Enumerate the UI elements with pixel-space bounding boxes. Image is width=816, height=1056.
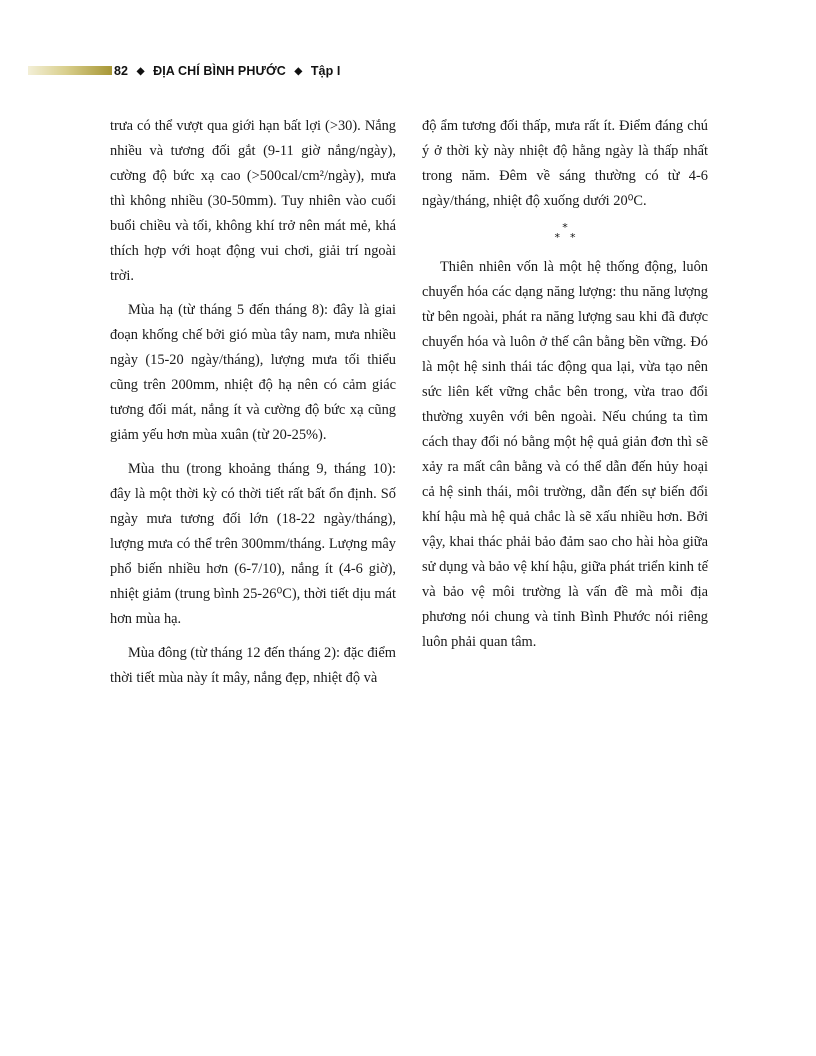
paragraph: Mùa thu (trong khoảng tháng 9, tháng 10): đây là một thời kỳ có thời tiết rất bất ổn định. Số ngày mưa tương đối lớn (18-22 ngày/tháng), lượng mưa có thể trên 300mm/tháng. Lượng mây phổ biến nhiều hơn (6-7/10), nắng ít (4-6 giờ), nhiệt giảm (trung bình 25-26⁰C), thời tiết dịu mát hơn mùa hạ. <box>110 461 396 627</box>
star-icon: * <box>570 231 576 244</box>
paragraph: Mùa hạ (từ tháng 5 đến tháng 8): đây là giai đoạn khống chế bởi gió mùa tây nam, mưa nhiều ngày (15-20 ngày/tháng), lượng mưa tối thiểu cũng trên 200mm, nhiệt độ hạ nên có cảm giác tương đối mát, nắng ít và cường độ bức xạ cũng giảm yếu hơn mùa xuân (từ 20-25%). <box>110 302 396 443</box>
section-separator <box>422 223 708 243</box>
header-text <box>114 62 340 82</box>
running-header <box>0 62 816 80</box>
paragraph: độ ẩm tương đối thấp, mưa rất ít. Điểm đáng chú ý ở thời kỳ này nhiệt độ hằng ngày là thấp nhất trong năm. Đêm về sáng thường có từ 4-6 ngày/tháng, nhiệt độ xuống dưới 20⁰C. <box>422 118 708 209</box>
paragraph: trưa có thể vượt qua giới hạn bất lợi (>30). Nắng nhiều và tương đối gắt (9-11 giờ nắng/ngày), cường độ bức xạ cao (>500cal/cm²/ngày), mưa thì không nhiều (30-50mm). Tuy nhiên vào cuối buổi chiều và tối, không khí trở nên mát mẻ, khá thích hợp với hoạt động vui chơi, giải trí ngoài trời. <box>110 118 396 284</box>
diamond-separator-icon: ◆ <box>294 66 303 77</box>
diamond-separator-icon: ◆ <box>136 66 145 77</box>
book-title: ĐỊA CHÍ BÌNH PHƯỚC <box>153 64 286 78</box>
page-number: 82 <box>114 64 129 78</box>
header-accent-bar <box>28 66 112 75</box>
right-column <box>422 114 708 664</box>
left-column <box>110 114 396 700</box>
volume-label: Tập I <box>310 64 341 78</box>
paragraph: Mùa đông (từ tháng 12 đến tháng 2): đặc điểm thời tiết mùa này ít mây, nắng đẹp, nhiệt độ và <box>110 645 396 686</box>
star-icon: * <box>554 231 560 244</box>
paragraph: Thiên nhiên vốn là một hệ thống động, luôn chuyển hóa các dạng năng lượng: thu năng lượng từ bên ngoài, phát ra năng lượng sau khi đã được chuyển hóa và luôn ở thế cân bằng bền vững. Đó là một hệ sinh thái tác động qua lại, vừa tạo nên sức liên kết vững chắc bên trong, vừa trao đổi thường xuyên với bên ngoài. Nếu chúng ta tìm cách thay đổi nó bằng một hệ quả giản đơn thì sẽ xảy ra mất cân bằng và có thể dẫn đến hủy hoại cả hệ sinh thái, môi trường, dẫn đến sự biến đổi khí hậu mà hệ quả chắc là sẽ xấu nhiều hơn. Bởi vậy, khai thác phải bảo đảm sao cho hài hòa giữa sử dụng và bảo vệ khí hậu, giữa phát triển kinh tế và bảo vệ môi trường là vấn đề mà mỗi địa phương nói chung và tỉnh Bình Phước nói riêng luôn phải quan tâm. <box>422 259 708 650</box>
star-icon: * <box>562 221 568 234</box>
